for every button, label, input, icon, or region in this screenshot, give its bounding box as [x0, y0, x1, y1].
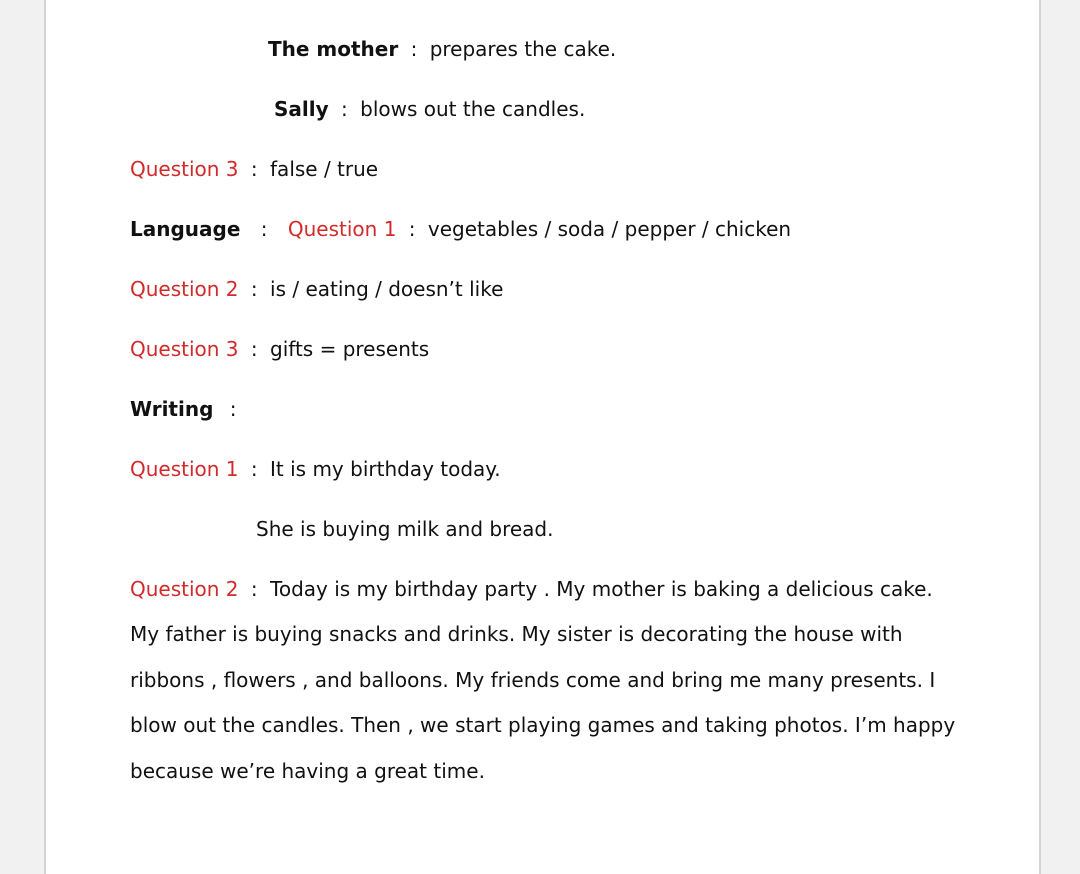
separator: : [250, 577, 258, 601]
language-line-q2 [130, 276, 503, 302]
mother-label: The mother [268, 37, 399, 61]
paragraph-line: ribbons , flowers , and balloons. My friends come and bring me many presents. I [130, 668, 936, 692]
answer-line-q3 [130, 156, 378, 182]
question-answer: It is my birthday today. [270, 457, 501, 481]
question-label: Question 2 [130, 577, 239, 601]
sally-label: Sally [274, 97, 329, 121]
question-label: Question 3 [130, 337, 239, 361]
question-label: Question 3 [130, 157, 239, 181]
question-answer: She is buying milk and bread. [256, 517, 554, 541]
paragraph-line: because we’re having a great time. [130, 759, 485, 783]
question-answer: gifts = presents [270, 337, 430, 361]
answer-line-mother [268, 36, 616, 62]
separator: : [250, 157, 258, 181]
separator: : [250, 337, 258, 361]
language-line-q3 [130, 336, 429, 362]
separator: : [229, 397, 237, 421]
separator: : [260, 217, 268, 241]
paragraph-line: Today is my birthday party . My mother is baking a delicious cake. [270, 577, 933, 601]
writing-q1-line2 [256, 516, 553, 542]
section-heading-language: Language [130, 217, 241, 241]
question-answer: false / true [270, 157, 379, 181]
question-label: Question 1 [287, 217, 397, 241]
document-page [44, 0, 1041, 874]
language-line-q1 [130, 216, 791, 242]
question-answer: is / eating / doesn’t like [270, 277, 504, 301]
answer-line-sally [274, 96, 585, 122]
question-label: Question 2 [130, 277, 239, 301]
separator: : [341, 97, 348, 121]
writing-line-q1 [130, 456, 501, 482]
separator: : [250, 277, 258, 301]
separator: : [408, 217, 416, 241]
section-heading-writing: Writing [130, 397, 214, 421]
separator: : [410, 37, 418, 61]
sally-answer: blows out the candles. [360, 97, 586, 121]
paragraph-line: blow out the candles. Then , we start playing games and taking photos. I’m happy [130, 713, 956, 737]
separator: : [250, 457, 258, 481]
mother-answer: prepares the cake. [429, 37, 617, 61]
writing-line-q2 [130, 576, 933, 602]
question-label: Question 1 [130, 457, 239, 481]
paragraph-line: My father is buying snacks and drinks. My sister is decorating the house with [130, 622, 903, 646]
question-answer: vegetables / soda / pepper / chicken [427, 217, 792, 241]
writing-heading-line [130, 396, 247, 422]
